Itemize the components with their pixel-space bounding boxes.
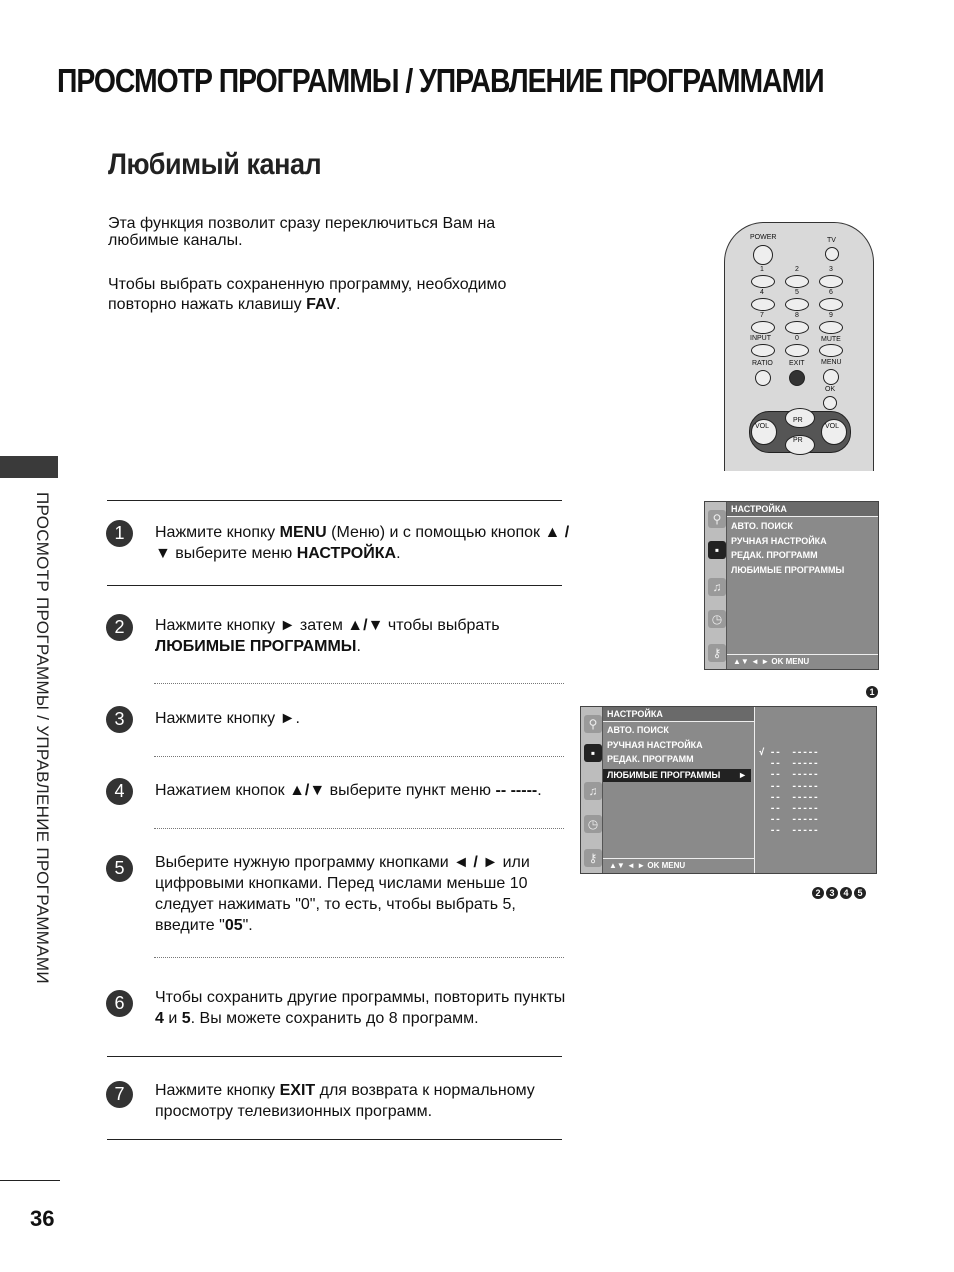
- intro-paragraph-2: Чтобы выбрать сохраненную программу, необходимо повторно нажать клавишу FAV.: [108, 276, 507, 313]
- mute-button: [819, 344, 843, 357]
- pr-label: PR: [793, 417, 803, 424]
- rule-step6: [107, 1056, 562, 1057]
- fav-slot: -- -----: [759, 782, 819, 792]
- sidebar-vertical-title: ПРОСМОТР ПРОГРАММЫ / УПРАВЛЕНИЕ ПРОГРАММАМИ: [33, 492, 52, 984]
- osd-icon-column: [705, 502, 727, 669]
- input-label: INPUT: [750, 335, 771, 342]
- step-text: Выберите нужную программу кнопками ◄ / ► или цифровыми кнопками. Перед числами меньше 10 следует нажимать "0", то есть, чтобы выбрать 5, введите "05".: [155, 854, 530, 934]
- num-button: [751, 275, 775, 288]
- rule-step1: [107, 585, 562, 586]
- page-header-title: ПРОСМОТР ПРОГРАММЫ / УПРАВЛЕНИЕ ПРОГРАММАМИ: [57, 62, 824, 99]
- clock-icon: ◷: [584, 815, 602, 833]
- step-number: 6: [106, 990, 133, 1017]
- zero-label: 0: [795, 335, 799, 342]
- step-number: 1: [106, 520, 133, 547]
- fav-slot: -- -----: [759, 759, 819, 769]
- osd-footer: ▲▼ ◄ ► OK MENU: [727, 654, 878, 669]
- ratio-label: RATIO: [752, 360, 773, 367]
- dots-step2: [154, 683, 564, 684]
- fav-slot: √ -- -----: [759, 748, 819, 758]
- lock-icon: ⚷: [708, 644, 726, 662]
- vol-label: VOL: [825, 423, 840, 430]
- tv-button: [825, 247, 839, 261]
- step-text: Чтобы сохранить другие программы, повторить пункты 4 и 5. Вы можете сохранить до 8 программ.: [155, 989, 566, 1027]
- exit-label: EXIT: [789, 360, 805, 367]
- num-label: 8: [795, 312, 799, 319]
- menu-label: MENU: [821, 359, 842, 366]
- figure-badge: 1: [864, 682, 878, 700]
- osd-menu-item: РУЧНАЯ НАСТРОЙКА: [731, 536, 827, 546]
- ok-label: OK: [825, 386, 836, 393]
- num-label: 6: [829, 289, 833, 296]
- step-text: Нажмите кнопку EXIT для возврата к нормальному просмотру телевизионных программ.: [155, 1082, 535, 1120]
- submenu-arrow-icon: ►: [738, 770, 747, 780]
- rule-top: [107, 500, 562, 501]
- osd-menu-panel: [603, 707, 755, 873]
- step-number: 3: [106, 706, 133, 733]
- num-label: 5: [795, 289, 799, 296]
- mute-label: MUTE: [821, 336, 841, 343]
- fav-slot: -- -----: [759, 793, 819, 803]
- intro-paragraph-1: Эта функция позволит сразу переключиться Вам на любимые каналы.: [108, 215, 496, 249]
- step-number: 7: [106, 1081, 133, 1108]
- osd-menu-item-selected: ЛЮБИМЫЕ ПРОГРАММЫ ►: [603, 769, 751, 782]
- num-button: [751, 321, 775, 334]
- osd-menu-item: РЕДАК. ПРОГРАММ: [607, 754, 694, 764]
- osd-header: НАСТРОЙКА: [727, 502, 878, 517]
- fav-slot: -- -----: [759, 804, 819, 814]
- num-label: 1: [760, 266, 764, 273]
- fav-slot: -- -----: [759, 826, 819, 836]
- num-button: [819, 321, 843, 334]
- ok-button: [823, 396, 837, 410]
- remote-control-illustration: [724, 222, 874, 471]
- fav-key: FAV: [306, 296, 336, 313]
- num-button: [819, 275, 843, 288]
- tv-label: TV: [827, 237, 836, 244]
- num-button: [751, 298, 775, 311]
- zero-button: [785, 344, 809, 357]
- pr-label: PR: [793, 437, 803, 444]
- num-button: [785, 298, 809, 311]
- step-number: 2: [106, 614, 133, 641]
- ratio-button: [755, 370, 771, 386]
- step-text: Нажмите кнопку MENU (Меню) и с помощью кнопок ▲ / ▼ выберите меню НАСТРОЙКА.: [155, 524, 570, 562]
- fav-slot: -- -----: [759, 770, 819, 780]
- input-button: [751, 344, 775, 357]
- figure-badges: 2 3 4 5: [810, 883, 866, 901]
- osd-menu-item: РУЧНАЯ НАСТРОЙКА: [607, 740, 703, 750]
- osd-menu-item: АВТО. ПОИСК: [731, 521, 793, 531]
- num-label: 3: [829, 266, 833, 273]
- step-number: 5: [106, 855, 133, 882]
- num-label: 4: [760, 289, 764, 296]
- num-button: [785, 275, 809, 288]
- page-number: 36: [30, 1206, 55, 1231]
- osd-favorites-list: [755, 707, 876, 873]
- osd-menu-setup: [704, 501, 879, 670]
- footer-rule: [0, 1180, 60, 1181]
- power-label: POWER: [750, 234, 777, 241]
- speaker-icon: ♫: [708, 578, 726, 596]
- vol-label: VOL: [755, 423, 770, 430]
- antenna-icon: ⚲: [584, 715, 602, 733]
- osd-menu-item: ЛЮБИМЫЕ ПРОГРАММЫ: [731, 565, 845, 575]
- step-text: Нажмите кнопку ► затем ▲/▼ чтобы выбрать ЛЮБИМЫЕ ПРОГРАММЫ.: [155, 617, 500, 655]
- screen-icon: ▪: [708, 541, 726, 559]
- lock-icon: ⚷: [584, 849, 602, 867]
- osd-menu-item: АВТО. ПОИСК: [607, 725, 669, 735]
- num-label: 2: [795, 266, 799, 273]
- dots-step4: [154, 828, 564, 829]
- osd-header: НАСТРОЙКА: [603, 707, 754, 722]
- osd-menu-item: РЕДАК. ПРОГРАММ: [731, 550, 818, 560]
- menu-button: [823, 369, 839, 385]
- dots-step3: [154, 756, 564, 757]
- section-title: Любимый канал: [108, 148, 322, 181]
- screen-icon: ▪: [584, 744, 602, 762]
- antenna-icon: ⚲: [708, 510, 726, 528]
- power-button: [753, 245, 773, 265]
- num-button: [785, 321, 809, 334]
- osd-footer: ▲▼ ◄ ► OK MENU: [603, 858, 754, 873]
- speaker-icon: ♫: [584, 782, 602, 800]
- fav-slot: -- -----: [759, 815, 819, 825]
- osd-icon-column: [581, 707, 603, 873]
- osd-menu-panel: [727, 502, 878, 669]
- num-label: 7: [760, 312, 764, 319]
- step-text: Нажатием кнопок ▲/▼ выберите пункт меню -- -----.: [155, 782, 542, 799]
- dots-step5: [154, 957, 564, 958]
- sidebar-tab: [0, 456, 58, 478]
- step-number: 4: [106, 778, 133, 805]
- exit-button: [789, 370, 805, 386]
- num-label: 9: [829, 312, 833, 319]
- osd-menu-favorites: [580, 706, 877, 874]
- step-text: Нажмите кнопку ►.: [155, 710, 300, 727]
- num-button: [819, 298, 843, 311]
- clock-icon: ◷: [708, 610, 726, 628]
- rule-bottom: [107, 1139, 562, 1140]
